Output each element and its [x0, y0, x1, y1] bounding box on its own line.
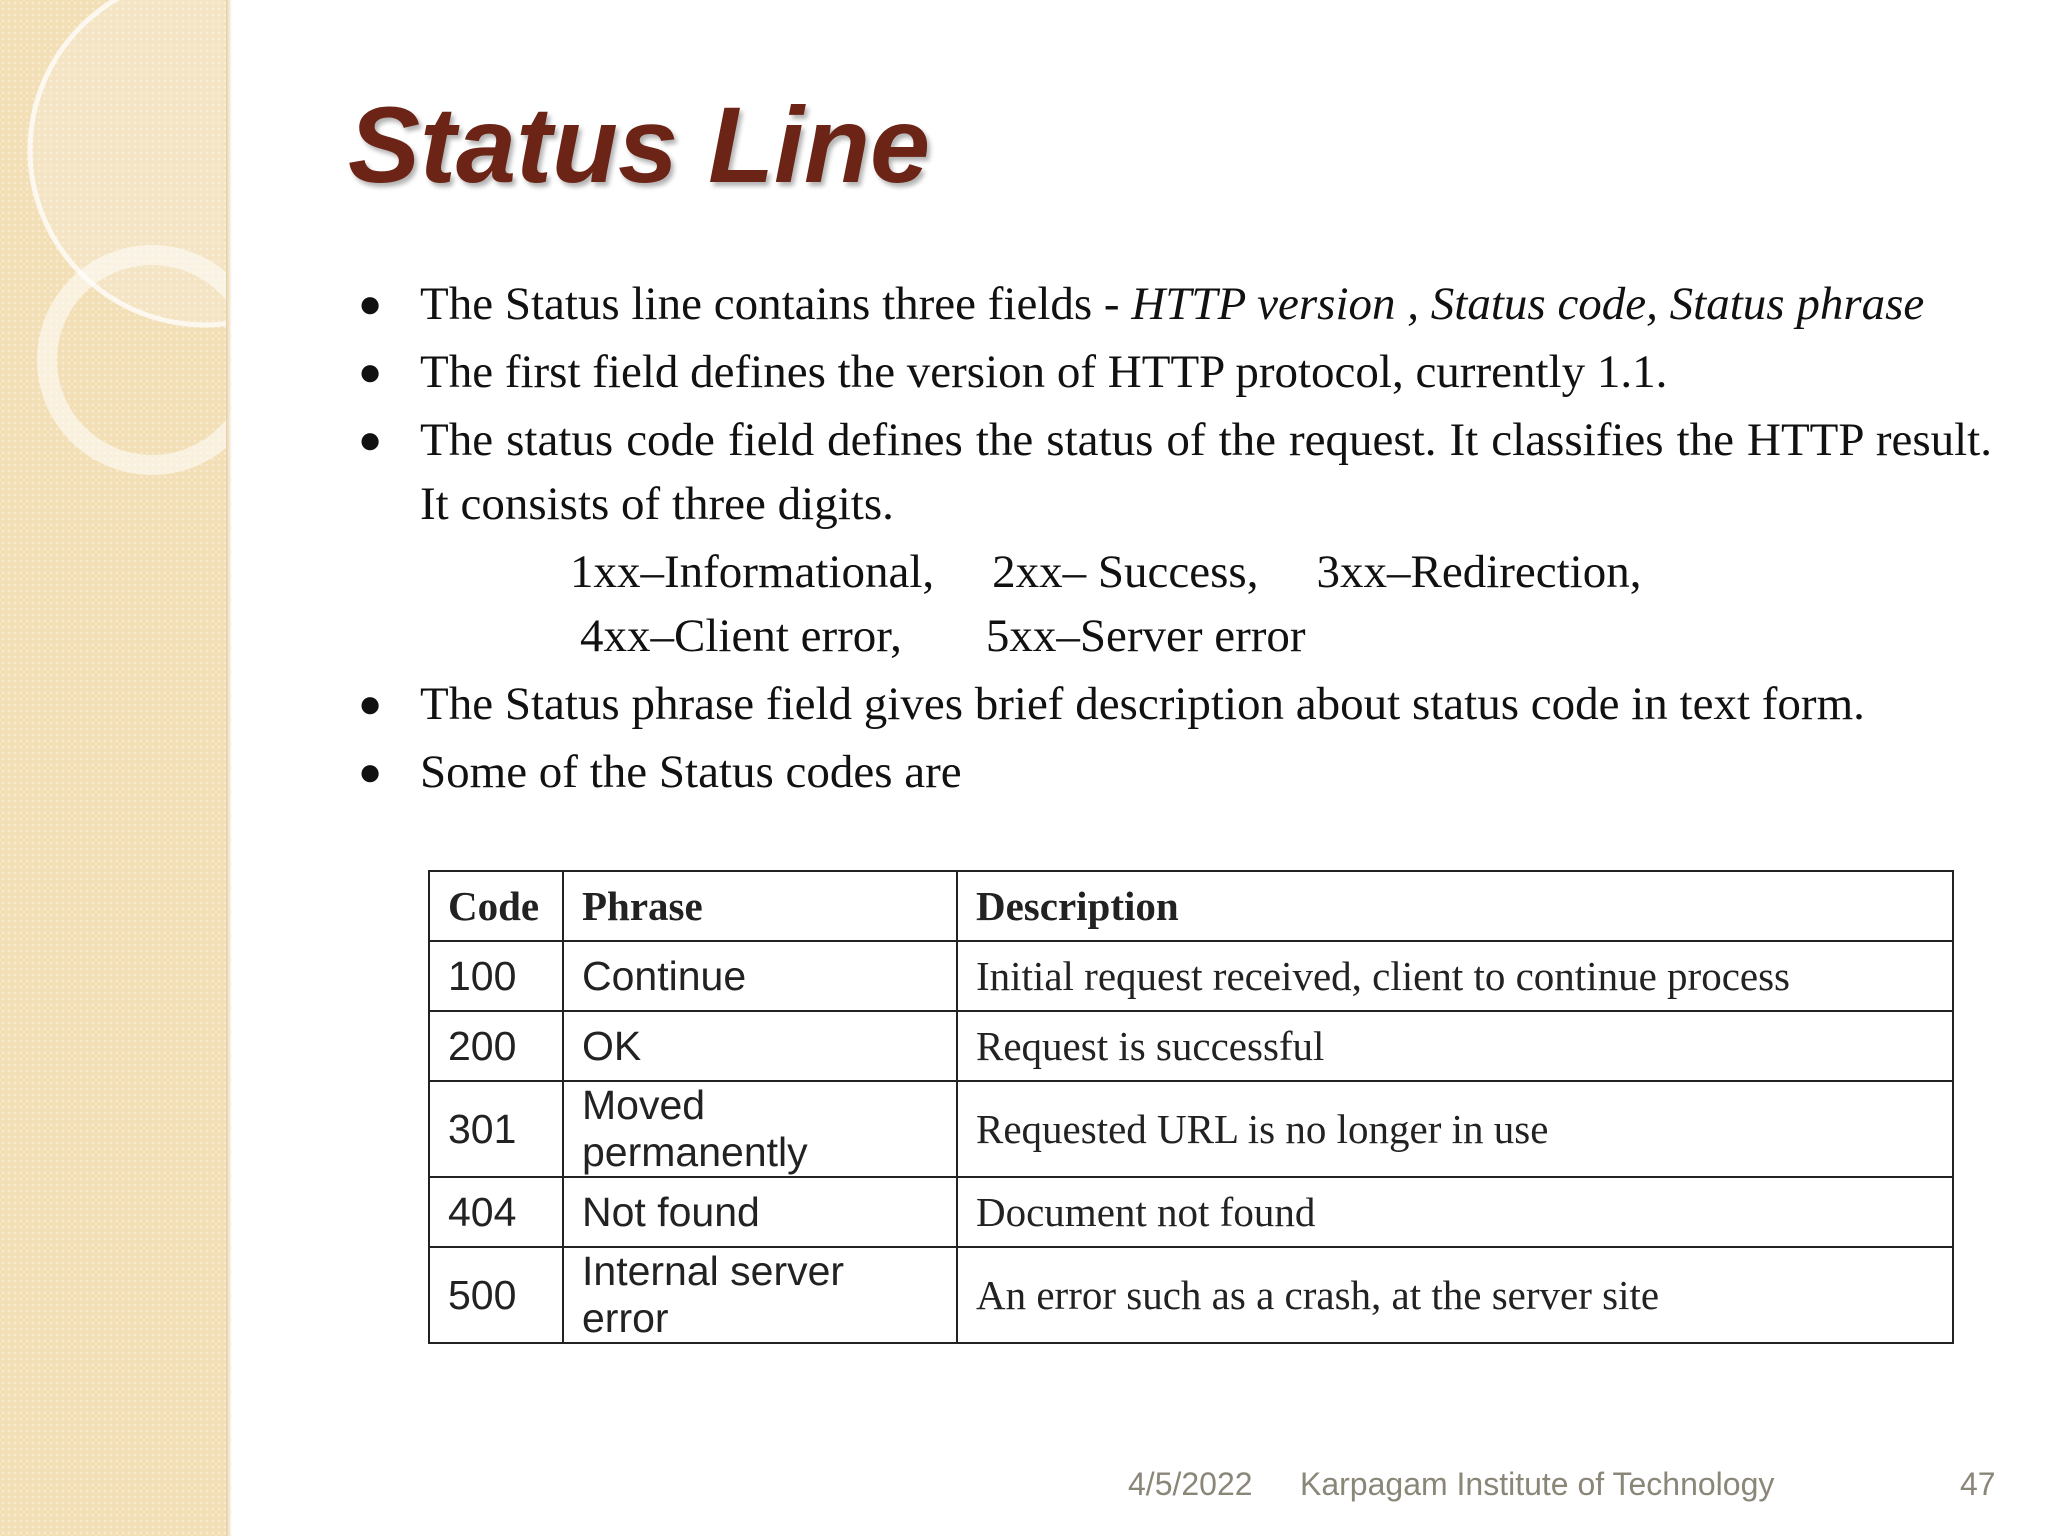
- cell-code: 500: [429, 1247, 563, 1343]
- bullet-text: The status code field defines the status of the request. It classifies the HTTP result. It consists of three digits.: [420, 414, 1992, 530]
- cell-phrase: Moved permanently: [563, 1081, 957, 1177]
- bullet-item: [352, 672, 1992, 736]
- bullet-dot-icon: ●: [358, 349, 383, 394]
- decorative-sidebar: [0, 0, 226, 1536]
- cell-description: Requested URL is no longer in use: [957, 1081, 1953, 1177]
- cell-description: Initial request received, client to continue process: [957, 941, 1953, 1011]
- bullet-text: Some of the Status codes are: [420, 746, 962, 798]
- status-class-line: [352, 604, 1992, 668]
- status-class-1xx: 1xx–Informational,: [570, 546, 935, 598]
- status-class-2xx: 2xx– Success,: [992, 546, 1259, 598]
- bullet-dot-icon: ●: [358, 681, 383, 726]
- cell-code: 404: [429, 1177, 563, 1247]
- status-class-4xx: 4xx–Client error,: [580, 610, 902, 662]
- bullet-dot-icon: ●: [358, 417, 383, 462]
- footer-institution: Karpagam Institute of Technology: [1300, 1466, 1775, 1502]
- footer-page-number: 47: [1960, 1466, 1996, 1502]
- cell-code: 200: [429, 1011, 563, 1081]
- cell-phrase: Continue: [563, 941, 957, 1011]
- cell-phrase: OK: [563, 1011, 957, 1081]
- table-row: [429, 1011, 1953, 1081]
- cell-description: Request is successful: [957, 1011, 1953, 1081]
- cell-description: An error such as a crash, at the server site: [957, 1247, 1953, 1343]
- table-header-row: [429, 871, 1953, 941]
- status-codes-table: [428, 870, 1954, 1344]
- cell-description: Document not found: [957, 1177, 1953, 1247]
- table-row: [429, 941, 1953, 1011]
- cell-code: 301: [429, 1081, 563, 1177]
- bullet-text: The Status phrase field gives brief description about status code in text form.: [420, 678, 1865, 730]
- header-phrase: Phrase: [563, 871, 957, 941]
- bullet-text: The first field defines the version of HTTP protocol, currently 1.1.: [420, 346, 1668, 398]
- status-class-line: [352, 540, 1992, 604]
- status-class-3xx: 3xx–Redirection,: [1316, 546, 1642, 598]
- bullet-item: [352, 272, 1992, 336]
- header-code: Code: [429, 871, 563, 941]
- decorative-circles: [0, 0, 226, 520]
- bullet-text: The Status line contains three fields -: [420, 278, 1132, 330]
- bullet-list: [352, 272, 1992, 808]
- bullet-dot-icon: ●: [358, 281, 383, 326]
- cell-code: 100: [429, 941, 563, 1011]
- bullet-dot-icon: ●: [358, 749, 383, 794]
- cell-phrase: Internal server error: [563, 1247, 957, 1343]
- table-row: [429, 1177, 1953, 1247]
- table-row: [429, 1247, 1953, 1343]
- footer-date: 4/5/2022: [1128, 1466, 1253, 1502]
- bullet-item: [352, 740, 1992, 804]
- slide-title: Status Line: [348, 84, 931, 205]
- cell-phrase: Not found: [563, 1177, 957, 1247]
- status-class-5xx: 5xx–Server error: [985, 610, 1306, 662]
- header-description: Description: [957, 871, 1953, 941]
- sidebar-edge: [226, 0, 232, 1536]
- bullet-emphasis: HTTP version , Status code, Status phrase: [1131, 278, 1925, 330]
- bullet-item: [352, 340, 1992, 404]
- bullet-item: [352, 408, 1992, 536]
- table-row: [429, 1081, 1953, 1177]
